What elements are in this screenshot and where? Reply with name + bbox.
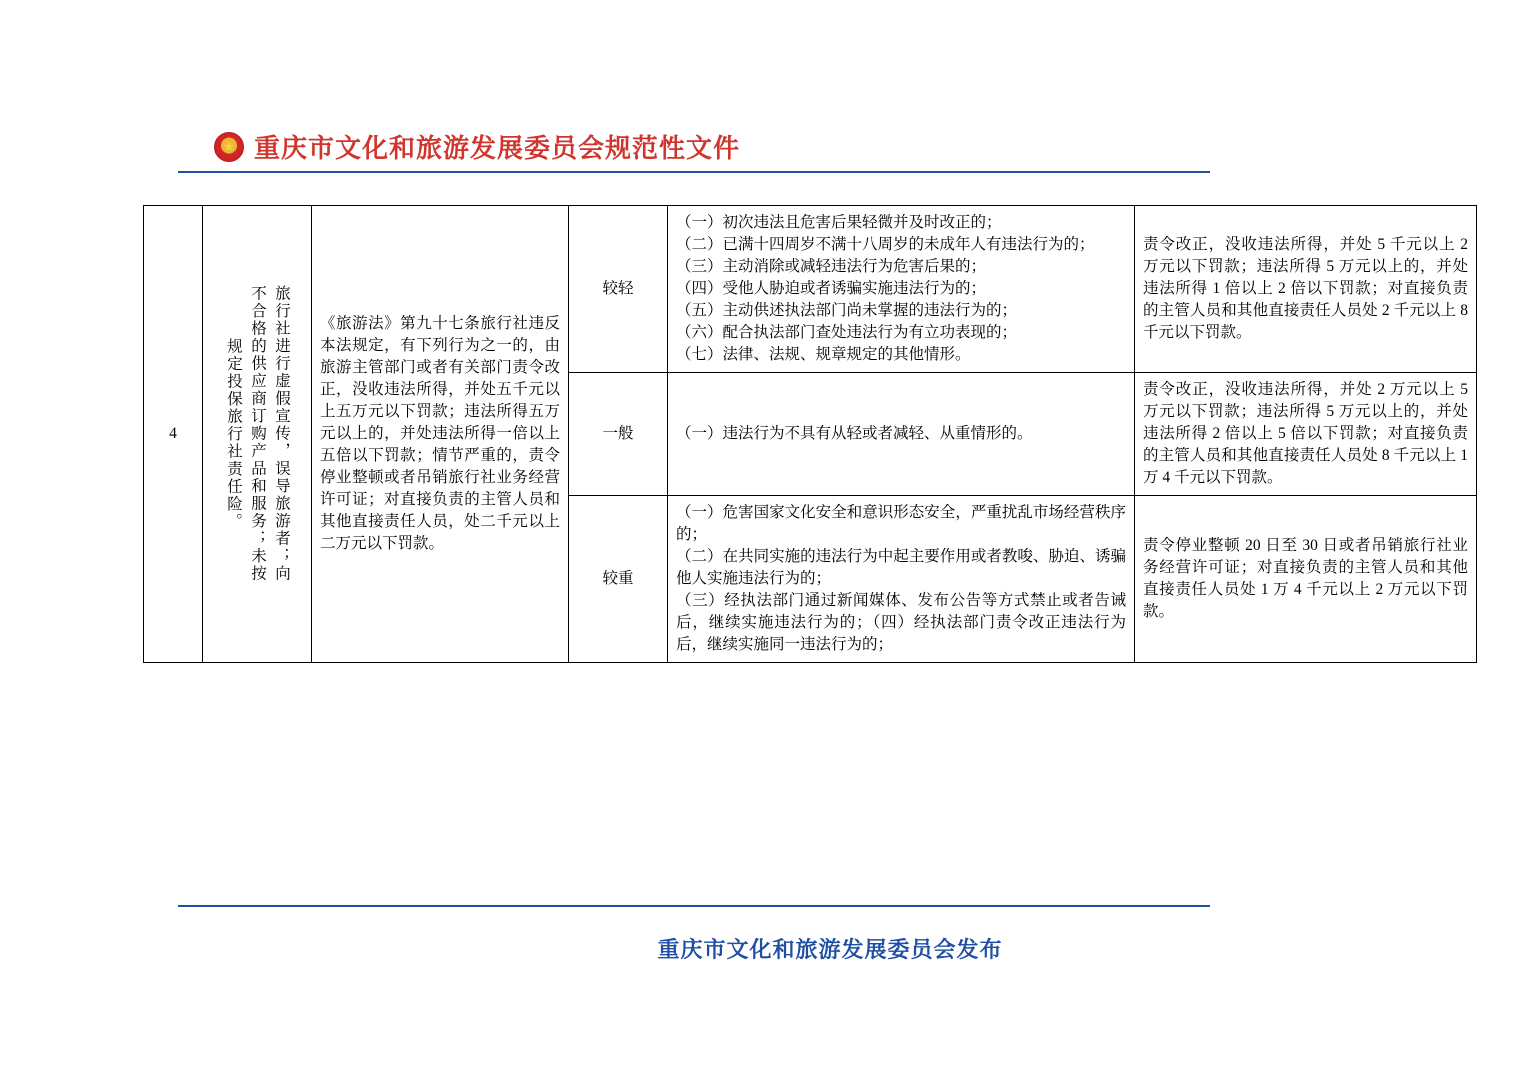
regulation-table-wrapper [143,205,1468,663]
cell-legal-basis [312,206,569,663]
condition-item: （二）已满十四周岁不满十八周岁的未成年人有违法行为的； [676,236,1095,253]
cell-level-light [569,206,668,373]
footer-divider [178,905,1210,907]
condition-item: （四）受他人胁迫或者诱骗实施违法行为的； [676,280,987,297]
national-emblem-icon [214,132,244,162]
header-divider [178,171,1210,173]
row-number-value: 4 [169,425,177,442]
cell-conditions-light [668,206,1135,373]
condition-item: （一）初次违法且危害后果轻微并及时改正的； [676,214,1002,231]
cell-penalty-light [1135,206,1477,373]
condition-item: （七）法律、法规、规章规定的其他情形。 [676,346,971,363]
condition-item: （一）危害国家文化安全和意识形态安全，严重扰乱市场经营秩序的； [676,504,1126,543]
header-title-row [178,128,1342,165]
cell-row-number [144,206,203,663]
table-row [144,206,1477,373]
level-value: 一般 [602,425,634,442]
cell-level-normal [569,373,668,496]
document-footer [178,905,1342,964]
condition-item: （六）配合执法部门查处违法行为有立功表现的； [676,324,1018,341]
item-name-value: 旅行社进行虚假宣传，误导旅游者；向不合格的供应商订购产品和服务；未按规定投保旅行社责任险。 [224,285,291,583]
condition-item: （二）在共同实施的违法行为中起主要作用或者教唆、胁迫、诱骗他人实施违法行为的； [676,548,1126,587]
level-value: 较轻 [602,280,634,297]
cell-level-heavy [569,496,668,663]
cell-item-name [203,206,312,663]
penalty-value: 责令改正，没收违法所得，并处 2 万元以上 5 万元以下罚款；违法所得 5 万元以上的，并处违法所得 2 倍以上 5 倍以下罚款；对直接负责的主管人员和其他直接责任人员处 8 千元以上 1 万 4 千元以下罚款。 [1143,381,1468,486]
footer-title: 重庆市文化和旅游发展委员会发布 [657,937,1003,962]
condition-item: （三）主动消除或减轻违法行为危害后果的； [676,258,987,275]
condition-item: （五）主动供述执法部门尚未掌握的违法行为的； [676,302,1018,319]
cell-penalty-normal [1135,373,1477,496]
legal-basis-value: 《旅游法》第九十七条旅行社违反本法规定，有下列行为之一的，由旅游主管部门或者有关部门责令改正，没收违法所得，并处五千元以上五万元以下罚款；违法所得五万元以上的，并处违法所得一倍以上五倍以下罚款；情节严重的，责令停业整顿或者吊销旅行社业务经营许可证；对直接负责的主管人员和其他直接责任人员，处二千元以上二万元以下罚款。 [320,315,560,552]
penalty-value: 责令停业整顿 20 日至 30 日或者吊销旅行社业务经营许可证；对直接负责的主管人员和其他直接责任人员处 1 万 4 千元以上 2 万元以下罚款。 [1143,537,1468,620]
condition-item: （三）经执法部门通过新闻媒体、发布公告等方式禁止或者告诫后，继续实施违法行为的；（四）经执法部门责令改正违法行为后，继续实施同一违法行为的； [676,592,1126,653]
document-header [178,128,1342,173]
cell-conditions-normal [668,373,1135,496]
penalty-value: 责令改正，没收违法所得，并处 5 千元以上 2 万元以下罚款；违法所得 5 万元以上的，并处违法所得 1 倍以上 2 倍以下罚款；对直接负责的主管人员和其他直接责任人员处 2 千元以上 8 千元以下罚款。 [1143,236,1468,341]
regulation-table [143,205,1477,663]
condition-item: （一）违法行为不具有从轻或者减轻、从重情形的。 [676,425,1033,442]
level-value: 较重 [602,570,634,587]
header-title: 重庆市文化和旅游发展委员会规范性文件 [254,134,741,163]
cell-conditions-heavy [668,496,1135,663]
cell-penalty-heavy [1135,496,1477,663]
